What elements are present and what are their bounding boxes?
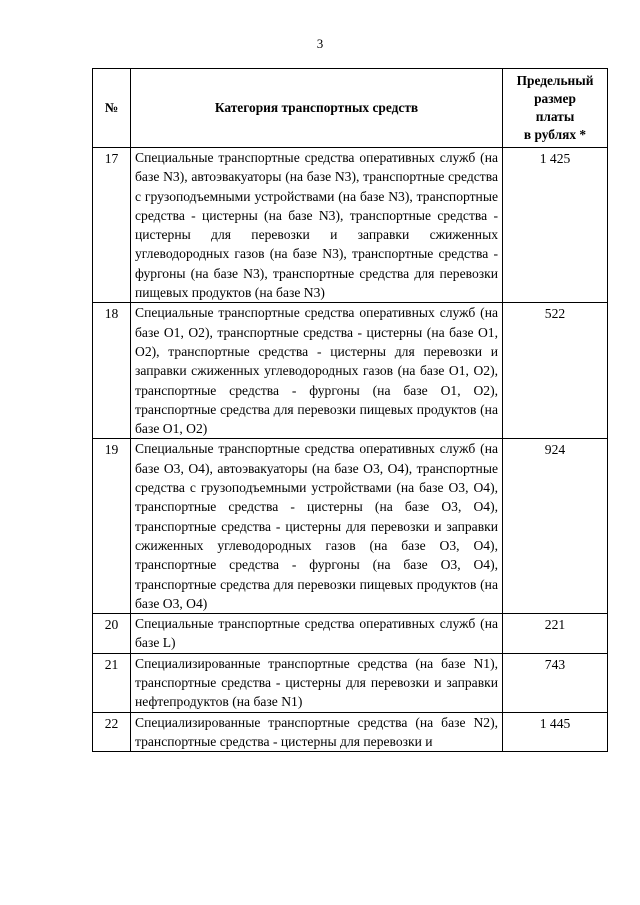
header-fee: Предельный размер платы в рублях * xyxy=(503,69,608,148)
row-category: Специальные транспортные средства оперативных служб (на базе N3), автоэвакуаторы (на базе N3), транспортные средства с грузоподъемными устройствами (на базе N3), транспортные средства - цистерны (на базе N3), транспортные средства - цистерны для перевозки и заправки сжиженных углеводородных газов (на базе N3), транспортные средства - фургоны (на базе N3), транспортные средства для перевозки пищевых продуктов (на базе N3) xyxy=(131,148,503,303)
row-number: 20 xyxy=(93,614,131,654)
row-fee: 1 445 xyxy=(503,712,608,752)
table-row xyxy=(93,653,608,712)
row-category: Специализированные транспортные средства (на базе N1), транспортные средства - цистерны для перевозки и заправки нефтепродуктов (на базе N1) xyxy=(131,653,503,712)
row-number: 18 xyxy=(93,303,131,439)
row-category: Специализированные транспортные средства (на базе N2), транспортные средства - цистерны для перевозки и xyxy=(131,712,503,752)
row-fee: 221 xyxy=(503,614,608,654)
row-fee: 1 425 xyxy=(503,148,608,303)
row-number: 17 xyxy=(93,148,131,303)
row-fee: 522 xyxy=(503,303,608,439)
header-category: Категория транспортных средств xyxy=(131,69,503,148)
table-row xyxy=(93,712,608,752)
row-number: 22 xyxy=(93,712,131,752)
row-category: Специальные транспортные средства оперативных служб (на базе L) xyxy=(131,614,503,654)
table-row xyxy=(93,303,608,439)
table-row xyxy=(93,148,608,303)
table-header-row xyxy=(93,69,608,148)
header-number: № xyxy=(93,69,131,148)
fee-table xyxy=(92,68,608,752)
row-fee: 743 xyxy=(503,653,608,712)
row-category: Специальные транспортные средства оперативных служб (на базе O3, O4), автоэвакуаторы (на базе O3, O4), транспортные средства с грузоподъемными устройствами (на базе O3, O4), транспортные средства - цистерны (на базе O3, O4), транспортные средства - цистерны для перевозки и заправки сжиженных углеводородных газов (на базе O3, O4), транспортные средства - фургоны (на базе O3, O4), транспортные средства для перевозки пищевых продуктов (на базе O3, O4) xyxy=(131,439,503,614)
table-row xyxy=(93,439,608,614)
row-category: Специальные транспортные средства оперативных служб (на базе O1, O2), транспортные средства - цистерны (на базе O1, O2), транспортные средства - цистерны для перевозки и заправки сжиженных углеводородных газов (на базе O1, O2), транспортные средства - фургоны (на базе O1, O2), транспортные средства для перевозки пищевых продуктов (на базе O1, O2) xyxy=(131,303,503,439)
page-number: 3 xyxy=(316,36,324,51)
row-number: 21 xyxy=(93,653,131,712)
row-number: 19 xyxy=(93,439,131,614)
table-row xyxy=(93,614,608,654)
row-fee: 924 xyxy=(503,439,608,614)
